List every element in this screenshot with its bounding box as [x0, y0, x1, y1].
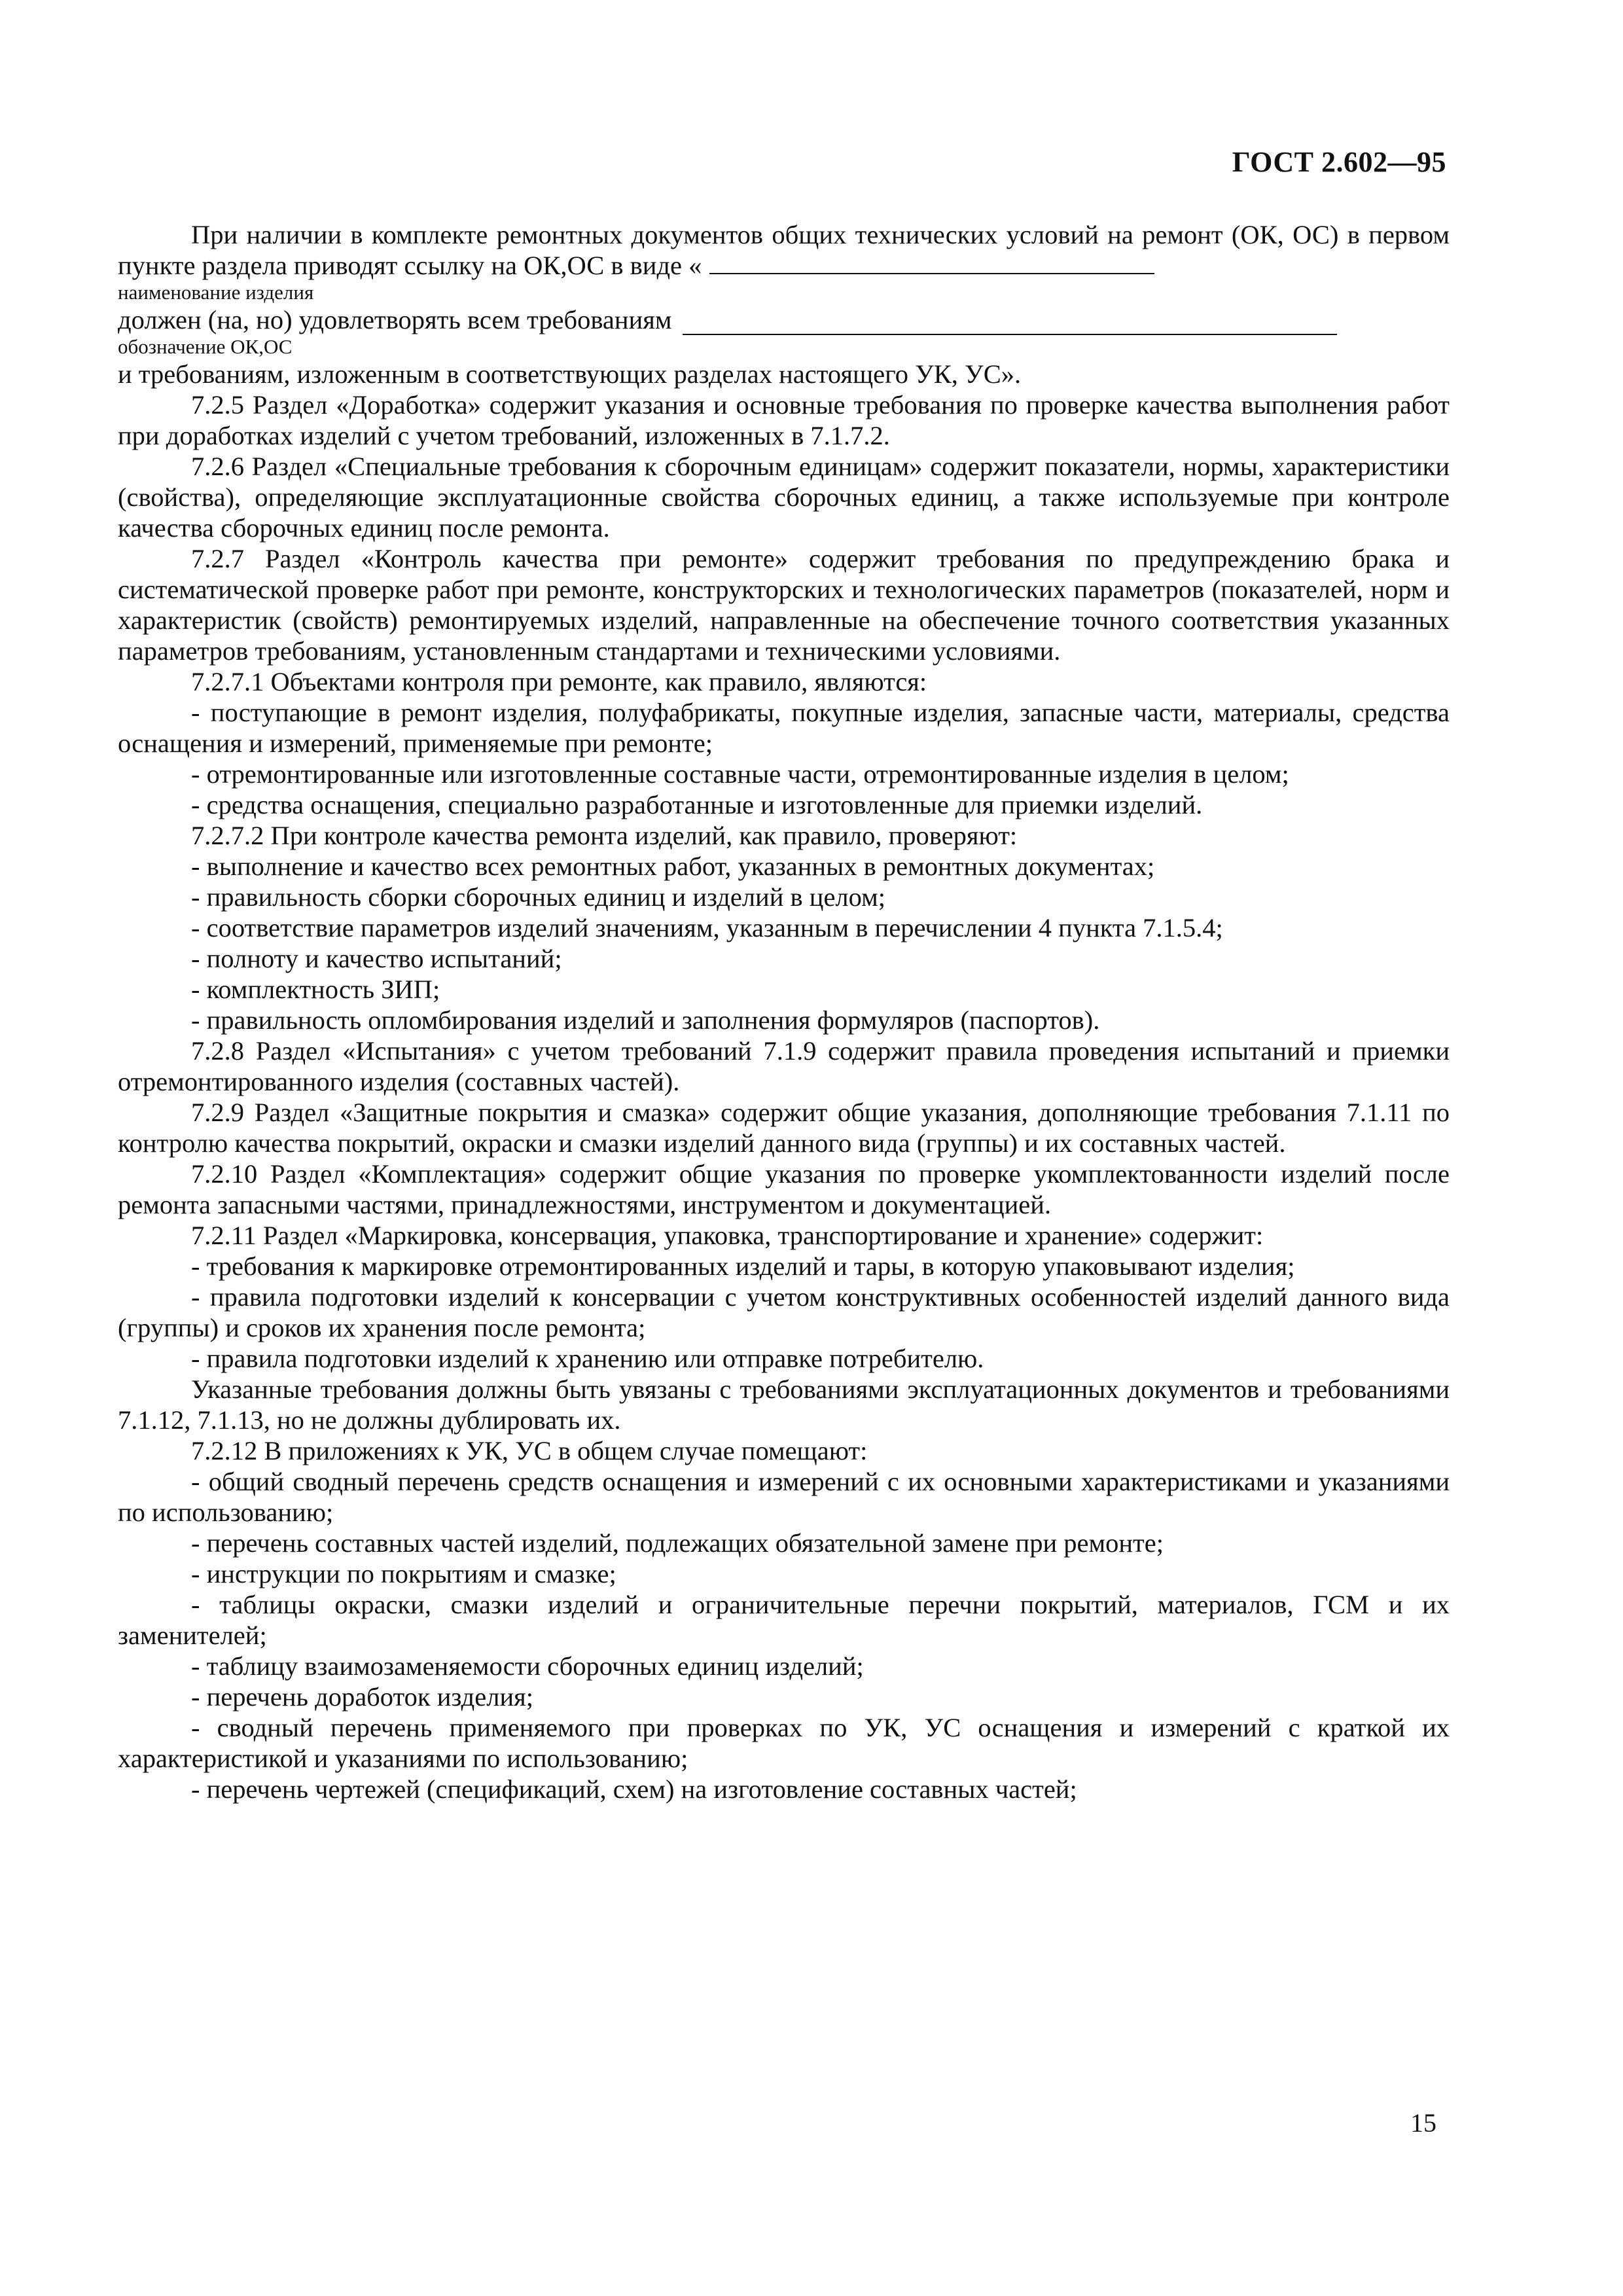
list-item: - правила подготовки изделий к консервации с учетом конструктивных особенностей изделий данного вида (группы) и сроков их хранения после ремонта; — [118, 1282, 1450, 1342]
list-item: - таблицы окраски, смазки изделий и ограничительные перечни покрытий, материалов, ГСМ и их заменителей; — [118, 1590, 1450, 1650]
caption-product-name: наименование изделия — [118, 281, 314, 304]
list-item: - правильность сборки сборочных единиц и изделий в целом; — [191, 882, 885, 912]
intro-text-line2: должен (на, но) удовлетворять всем требованиям — [118, 304, 1450, 335]
list-item: - поступающие в ремонт изделия, полуфабрикаты, покупные изделия, запасные части, материалы, средства оснащения и измерений, применяемые при ремонте; — [118, 698, 1450, 758]
intro-text-line1: При наличии в комплекте ремонтных документов общих технических условий на ремонт (ОК, ОС) в первом пункте раздела приводят ссылку на ОК,ОС в виде « — [118, 220, 1450, 280]
list-item: - средства оснащения, специально разработанные и изготовленные для приемки изделий. — [191, 790, 1203, 819]
paragraph: 7.2.11 Раздел «Маркировка, консервация, упаковка, транспортирование и хранение» содержит: — [191, 1221, 1264, 1250]
document-code-header: ГОСТ 2.602—95 — [1232, 146, 1446, 178]
list-item: - перечень чертежей (спецификаций, схем) на изготовление составных частей; — [191, 1774, 1077, 1804]
list-item: - требования к маркировке отремонтированных изделий и тары, в которую упаковывают изделия; — [191, 1251, 1295, 1281]
list-item: - общий сводный перечень средств оснащения и измерений с их основными характеристиками и указаниями по использованию; — [118, 1467, 1450, 1527]
fill-line-ok-designation — [683, 309, 1337, 335]
list-item: - полноту и качество испытаний; — [191, 944, 562, 973]
list-item: - перечень доработок изделия; — [191, 1682, 533, 1712]
list-item: - правильность опломбирования изделий и заполнения формуляров (паспортов). — [191, 1005, 1100, 1035]
list-item: - таблицу взаимозаменяемости сборочных единиц изделий; — [191, 1651, 864, 1681]
paragraph: Указанные требования должны быть увязаны с требованиями эксплуатационных документов и требованиями 7.1.12, 7.1.13, но не должны дублировать их. — [118, 1374, 1450, 1435]
paragraph: 7.2.7.2 При контроле качества ремонта изделий, как правило, проверяют: — [191, 821, 1018, 850]
list-item: - инструкции по покрытиям и смазке; — [191, 1559, 616, 1588]
list-item: - перечень составных частей изделий, подлежащих обязательной замене при ремонте; — [191, 1528, 1164, 1558]
fill-line-product-name — [709, 253, 1154, 274]
paragraph: 7.2.6 Раздел «Специальные требования к сборочным единицам» содержит показатели, нормы, характеристики (свойства), определяющие эксплуатационные свойства сборочных единиц, а также используемые при контроле качества сборочных единиц после ремонта. — [118, 452, 1450, 543]
caption-ok-designation: обозначение ОК,ОС — [118, 335, 293, 358]
paragraph: 7.2.9 Раздел «Защитные покрытия и смазка» содержит общие указания, дополняющие требования 7.1.11 по контролю качества покрытий, окраски и смазки изделий данного вида (группы) и их составных частей. — [118, 1098, 1450, 1158]
list-item: - выполнение и качество всех ремонтных работ, указанных в ремонтных документах; — [191, 852, 1155, 881]
paragraph-list — [118, 389, 1450, 1804]
list-item: - сводный перечень применяемого при проверках по УК, УС оснащения и измерений с краткой их характеристикой и указаниями по использованию; — [118, 1713, 1450, 1773]
page-number: 15 — [1410, 2108, 1436, 2138]
paragraph: 7.2.5 Раздел «Доработка» содержит указания и основные требования по проверке качества выполнения работ при доработках изделий с учетом требований, изложенных в 7.1.7.2. — [118, 390, 1450, 450]
list-item: - правила подготовки изделий к хранению или отправке потребителю. — [191, 1344, 984, 1373]
list-item: - отремонтированные или изготовленные составные части, отремонтированные изделия в целом; — [191, 759, 1289, 789]
intro-text-line3: и требованиям, изложенным в соответствующих разделах настоящего УК, УС». — [118, 359, 1022, 389]
document-body — [118, 219, 1450, 1804]
paragraph: 7.2.7 Раздел «Контроль качества при ремонте» содержит требования по предупреждению брака и систематической проверке работ при ремонте, конструкторских и технологических параметров (показателей, норм и характеристик (свойств) ремонтируемых изделий, направленные на обеспечение точного соответствия указанных параметров требованиям, установленным стандартами и техническими условиями. — [118, 544, 1450, 666]
list-item: - комплектность ЗИП; — [191, 975, 440, 1004]
paragraph: 7.2.8 Раздел «Испытания» с учетом требований 7.1.9 содержит правила проведения испытаний и приемки отремонтированного изделия (составных частей). — [118, 1036, 1450, 1096]
paragraph: 7.2.12 В приложениях к УК, УС в общем случае помещают: — [191, 1436, 868, 1465]
paragraph: 7.2.7.1 Объектами контроля при ремонте, как правило, являются: — [191, 667, 927, 696]
paragraph: 7.2.10 Раздел «Комплектация» содержит общие указания по проверке укомплектованности изделий после ремонта запасными частями, принадлежностями, инструментом и документацией. — [118, 1159, 1450, 1219]
list-item: - соответствие параметров изделий значениям, указанным в перечислении 4 пункта 7.1.5.4; — [191, 913, 1223, 942]
